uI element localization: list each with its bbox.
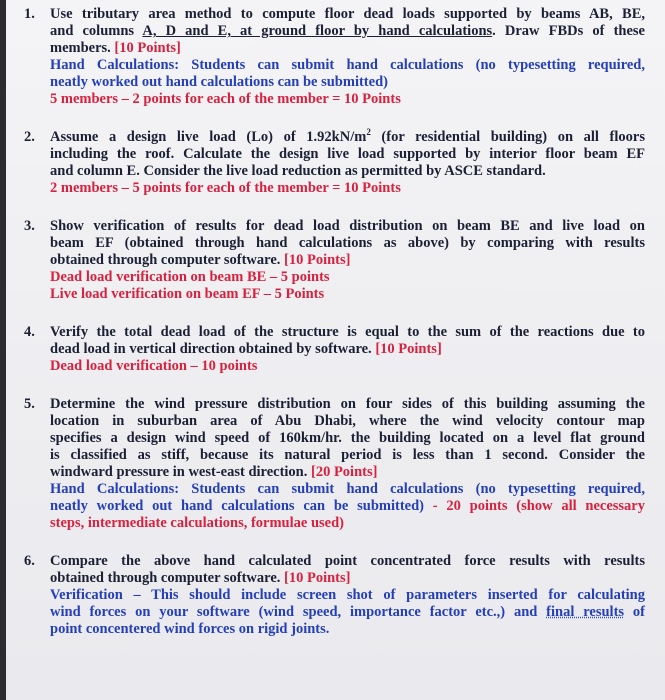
grading-note: - 20 points (show all necessary: [432, 498, 645, 514]
question-text-line: Compare the above hand calculated point concentrated force results with results: [50, 553, 645, 569]
text-segment: and columns: [50, 23, 143, 39]
question-text-line: beam EF (obtained through hand calculations as above) by comparing with results: [50, 235, 645, 251]
question-body: [50, 218, 645, 303]
question-text-line: [50, 40, 645, 57]
question-text-line: Use tributary area method to compute floor dead loads supported by beams AB, BE,: [50, 6, 645, 22]
question-number: 1.: [24, 6, 35, 22]
question-text-line: Determine the wind pressure distribution on four sides of this building assuming the: [50, 396, 645, 412]
question-text-line: and column E. Consider the live load reduction as permitted by ASCE standard.: [50, 163, 546, 179]
question-list: [24, 6, 645, 638]
superscript: 2: [366, 127, 371, 138]
question-number: 4.: [24, 324, 35, 340]
question-body: [50, 6, 645, 108]
points-label: [10 Points]: [375, 341, 442, 357]
question-text-line: [50, 23, 645, 40]
points-label: [10 Points]: [284, 570, 351, 586]
question-number: 2.: [24, 129, 35, 145]
question-text-line: [50, 570, 645, 587]
points-label: [10 Points]: [114, 40, 181, 56]
question-number: 5.: [24, 396, 35, 412]
grading-note: steps, intermediate calculations, formulae used): [50, 515, 344, 531]
question-text-line: [50, 129, 645, 146]
text-segment: dead load in vertical direction obtained by software.: [50, 341, 376, 357]
question-text-line: specifies a design wind speed of 160km/hr. the building located on a level flat ground: [50, 430, 645, 446]
grading-note: Dead load verification on beam BE – 5 points: [50, 269, 330, 285]
question-text-line: [50, 341, 645, 358]
grading-note: 5 members – 2 points for each of the member = 10 Points: [50, 91, 401, 107]
points-label: [10 Points]: [284, 252, 351, 268]
question-text-line: is classified as stiff, because its natural period is less than 1 second. Consider the: [50, 447, 645, 463]
question-text-line: [50, 464, 645, 481]
grading-note: Dead load verification – 10 points: [50, 358, 258, 374]
question-body: [50, 553, 645, 638]
text-segment: obtained through computer software.: [50, 570, 285, 586]
question-4: [24, 324, 645, 375]
underlined-text: A, D and E, at ground floor by hand calculations: [142, 23, 493, 39]
question-text-line: Verify the total dead load of the structure is equal to the sum of the reactions due to: [50, 324, 645, 340]
text-segment: of: [624, 604, 645, 620]
text-segment: (for residential building) on all floors: [370, 129, 645, 145]
hand-calc-note: Hand Calculations: Students can submit hand calculations (no typesetting required,: [50, 57, 645, 73]
text-segment: obtained through computer software.: [50, 252, 285, 268]
points-label: [20 Points]: [311, 464, 378, 480]
text-segment: members.: [50, 40, 115, 56]
question-number: 6.: [24, 553, 35, 569]
question-text-line: [50, 252, 645, 269]
hand-calc-note: Hand Calculations: Students can submit hand calculations (no typesetting required,: [50, 481, 645, 497]
question-3: [24, 218, 645, 303]
verification-note: [50, 604, 645, 621]
verification-note: Verification – This should include screen shot of parameters inserted for calculating: [50, 587, 645, 603]
text-segment: neatly worked out hand calculations can be submitted): [50, 498, 433, 514]
question-1: [24, 6, 645, 108]
text-segment: Assume a design live load (Lo) of 1.92kN/m: [50, 129, 367, 145]
question-6: [24, 553, 645, 638]
question-text-line: location in suburban area of Abu Dhabi, where the wind velocity contour map: [50, 413, 645, 429]
text-segment: windward pressure in west-east direction.: [50, 464, 311, 480]
grading-note: Live load verification on beam EF – 5 Points: [50, 286, 325, 302]
verification-note: point concentered wind forces on rigid joints.: [50, 621, 330, 637]
question-number: 3.: [24, 218, 35, 234]
text-segment: . Draw FBDs of these: [492, 23, 645, 39]
question-text-line: including the roof. Calculate the design live load supported by interior floor beam EF: [50, 146, 645, 162]
hand-calc-note: neatly worked out hand calculations can be submitted): [50, 74, 388, 90]
question-body: [50, 396, 645, 532]
underlined-text: final results: [546, 604, 625, 620]
question-body: [50, 324, 645, 375]
question-body: [50, 129, 645, 197]
question-text-line: Show verification of results for dead load distribution on beam BE and live load on: [50, 218, 645, 234]
text-segment: wind forces on your software (wind speed, importance factor etc.,) and: [50, 604, 547, 620]
question-2: [24, 129, 645, 197]
question-5: [24, 396, 645, 532]
hand-calc-note: [50, 498, 645, 515]
grading-note: 2 members – 5 points for each of the member = 10 Points: [50, 180, 401, 196]
